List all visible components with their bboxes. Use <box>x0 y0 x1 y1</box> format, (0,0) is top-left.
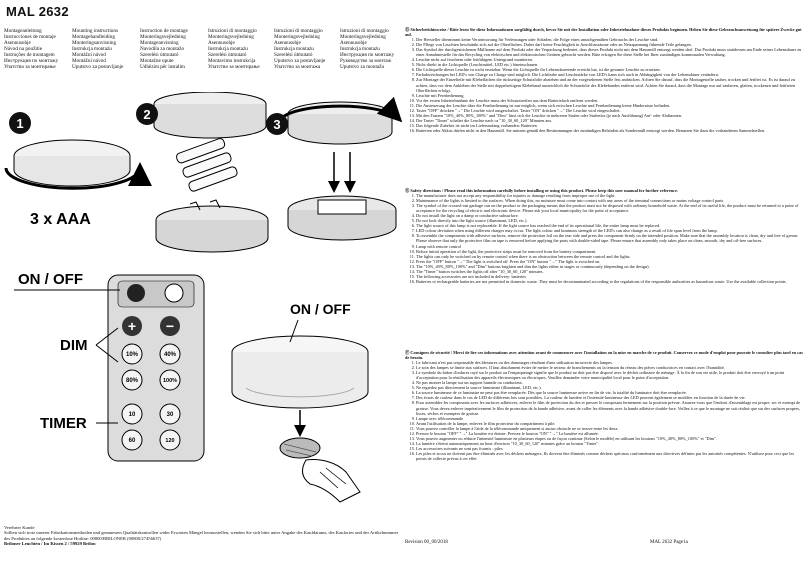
plus-label: + <box>127 318 137 334</box>
list-item: 15. The following accessories are not included in delivery: batteries <box>416 274 805 279</box>
list-item: 10. Avant l'utilisation de la lampe, enlevez le film protecteur du compartiment à pile. <box>416 421 805 426</box>
list-item: 9. Leuchte mit Fernbedienung <box>416 93 805 98</box>
language-label: Mounting instructions <box>72 28 118 34</box>
list-item: 10. Before initial operation of the light, the protective strips must be removed from the battery compartment. <box>416 249 805 254</box>
footer-hotline: Sollten sich trotz unserer Fabrikationsmethoden und genauesten Qualitätskontrollen wider Erwarten Mängel herausstellen, wenden Sie sich bitte unter Angabe des Kaufdatums, des Kaufortes und der Artikelnummer des Produktes an folgende kostenlose Hotline: 00800/BRILONER (00800/27456637) <box>4 530 399 541</box>
list-item: 13. The "10%_40%_80%_100%" and "Dim" buttons brighten and dim the lights either in stages or continuously (depending on the design). <box>416 264 805 269</box>
language-column <box>4 28 58 70</box>
list-item: 12. Taster "OFF" drücken "→" Die Leuchte wird ausgeschaltet. Taster "ON" drücken "→" Die Leuchte wird eingeschaltet. <box>416 108 805 113</box>
list-item: 5. Do not look directly into the light source (illuminant, LED, etc.). <box>416 218 805 223</box>
list-item: 14. The "Timer" button switches the lights off after "10_30_60_120" minutes. <box>416 269 805 274</box>
step3-number: 3 <box>273 117 281 132</box>
en-list <box>405 193 805 284</box>
language-label: Udhëzim për instalim <box>140 64 185 70</box>
language-label: Instrukcja montażu <box>274 46 314 52</box>
language-label: Instruções de montagem <box>4 52 55 58</box>
list-item: 8. Zur Montage der Einzelteile mit Klebeflächen die rückseitige Schutzfolie abziehen und an der vorgesehenen Stelle fest andrücken. Achten Sie darauf, dass die Montagestelle sauber, trocken und fettfrei ist. Es ist darauf zu achten, dass vor dem Ankleben der Stelle mit doppelseitigem Klebeband ausreichlich die Schutzfolie des Klebebandes entfernt wird. Achten Sie darauf, dass die Montage nur auf sauberen, glatten, trockenen und fettfreien Oberflächen erfolgt. <box>416 77 805 92</box>
list-item: 11. The lights can only be switched on by remote control when there is no obstruction between the remote control and the lights. <box>416 254 805 259</box>
list-item: 4. Do not install the light on a damp or conductive subsurface. <box>416 213 805 218</box>
language-label: Упатство за монтажа <box>274 64 321 70</box>
timer-30-label: 30 <box>166 412 174 418</box>
fr-flag-icon: Ⓕ <box>405 350 411 355</box>
english-section <box>405 188 805 284</box>
product-title: MAL 2632 <box>6 4 69 19</box>
list-item: 4. Ne pas monter la lampe sur un support humide ou conducteur. <box>416 380 805 385</box>
list-item: 12. Press the "OFF" button "→" The light is switched off. Press the "ON" button "→" The light is switched on. <box>416 259 805 264</box>
assembly-illustration <box>0 92 403 522</box>
list-item: 3. Das Symbol der durchgestrichenen Mülltonne auf dem Produkt oder der Verpackung bedeutet, dass dieses Produkt nicht mit dem Hausmüll entsorgt werden darf. Das Produkt muss stattdessen am Ende seiner Lebensdauer zu einer Annahmestelle für das Recycling von elektrischen und elektronischen Geräten gebracht werden. Bitte erfragen Sie diese Stelle bei Ihrer zuständigen kommunalen Verwaltung. <box>416 47 805 57</box>
fr-list <box>405 360 805 461</box>
list-item: 15. Les accessoires suivants ne sont pas fournis : piles <box>416 446 805 451</box>
step1-marker <box>9 112 31 134</box>
battery-count-label: 3 x AAA <box>30 211 91 228</box>
remote-off-button[interactable] <box>165 284 183 302</box>
list-item: 15. Das folgende Zubehör ist nicht im Lieferumfang vorhanden: Batterien <box>416 123 805 128</box>
language-label: Montážní návod <box>72 58 106 64</box>
remote-control <box>108 275 204 461</box>
step2-marker <box>136 103 158 125</box>
list-item: 2. Maintenance of the lights is limited to the surfaces. When doing this, no moisture must come into contact with any areas of the terminal connections or mains voltage control parts. <box>416 198 805 203</box>
language-label: Asennusohje <box>340 40 367 46</box>
language-label: Szerelési útmutató <box>208 52 247 58</box>
step3-lamp <box>280 102 398 240</box>
language-label: Instrukcja montażu <box>340 46 380 52</box>
language-column <box>208 28 260 70</box>
de-flag-icon: Ⓓ <box>405 27 411 32</box>
language-label: Montageanvisning <box>140 40 179 46</box>
list-item: 16. Les piles et accus ne doivent pas être éliminés avec les déchets ménagers. Ils doivent être éliminés comme déchets spéciaux conformément aux directives définies par les autorités compétentes. N'utilisez pour ceci que les points de collecte prévus à cet effet. <box>416 451 805 461</box>
dim-label: DIM <box>60 337 88 354</box>
language-label: Montavimo instrukcija <box>208 58 256 64</box>
revision-label: Revision 00_00/2018 <box>405 540 448 545</box>
list-item: 1. The manufacturer does not accept any responsibility for injuries or damage resulting from improper use of the light. <box>416 193 805 198</box>
language-column <box>140 28 188 70</box>
list-item: 11. Die Ansteuerung der Leuchte über die Fernbedienung ist nur möglich, wenn sich zwischen Leuchte und Fernbedienung keine Hindernisse befinden. <box>416 103 805 108</box>
language-column <box>274 28 325 70</box>
language-label: Monteringsvejledning <box>140 34 186 40</box>
list-item: 13. Mit den Tastern "10%_40%_80%_100%" und "Dim" lässt sich die Leuchte in mehreren Stufen oder Stufenlos (je nach Ausführung) Auf- oder Abdimmen. <box>416 113 805 118</box>
language-label: Szerelési útmutató <box>140 52 179 58</box>
footer-address: Briloner Leuchten / Im Kissen 2 / 59929 Brilon <box>4 540 96 546</box>
timer-60-label: 60 <box>128 438 136 444</box>
hand-icon <box>303 460 360 503</box>
language-label: Montagehandleiding <box>72 34 115 40</box>
dim-10-label: 10% <box>125 352 139 358</box>
footer-greeting: Verehrter Kunde <box>4 525 35 530</box>
list-item: 6. La source lumineuse de ce luminaire ne peut pas être remplacée. Dès que la source lumineuse arrive en fin de vie, la totalité du luminaire doit être remplacée. <box>416 390 805 395</box>
language-label: Asennusohje <box>274 40 301 46</box>
remote-on-button[interactable] <box>127 284 145 302</box>
list-item: 11. Vous pouvez contrôler la lampe à l'aide de la télécommande uniquement si aucun obstacle ne se trouve entre les deux. <box>416 426 805 431</box>
remote-on-off-label: ON / OFF <box>18 271 83 288</box>
language-label: Instrukcja montażu <box>208 46 248 52</box>
list-item: 13. Vous pouvez augmenter ou réduire l'intensité lumineuse en plusieurs étapes ou de façon continue (Selon le modèle) en utilisant les boutons "10%_40%_80%_100%" et "Dim". <box>416 436 805 441</box>
list-item: 8. To assemble the components with adhesive surfaces, remove the protection foil on the rear side and press the component firmly on the intended position. Make sure that the assembly location is clean, dry and free of grease. Please observe that only the protective film on tape is removed before applying the parts with double-sided tape. Please ensure that assembly only takes place on clean, smooth, dry and oil-free surfaces. <box>416 233 805 243</box>
language-label: Monteringsvejledning <box>208 34 254 40</box>
list-item: 2. Die Pflege von Leuchten beschränkt sich auf die Oberflächen. Dabei darf keine Feuchtigkeit in Anschlussräume oder an Netzspannung führende Teile gelangen. <box>416 42 805 47</box>
list-item: 14. Der Taster "Timer" schaltet die Leuchte nach ca "10_30_60_120" Minuten aus. <box>416 118 805 123</box>
list-item: 2. Le soin des lampes se limite aux surfaces. Il faut absolument éviter de mettre le secteur de branchements ou la tension du réseau des pièces conductrices en contact avec l'humidité. <box>416 365 805 370</box>
gb-flag-icon: Ⓖ <box>405 188 411 193</box>
language-label: Istruzioni di montaggio <box>274 28 323 34</box>
list-item: 7. Des écarts de couleur dans le cas de LED de différents lots sont possibles. La couleur de lumière et l'intensité lumineuse des LED peuvent également se modifier en fonction de la durée de vie. <box>416 395 805 400</box>
list-item: 16. Batterien oder Akkus dürfen nicht in den Hausmüll. Sie müssen gemäß den Bestimmungen der zuständigen Behörden als Sondermüll entsorgt werden. Benutzen Sie dazu die vorhandenen Sammelstellen. <box>416 128 805 133</box>
list-item: 5. Ne regardez pas directement la source lumineuse (illuminant, LED, etc.). <box>416 385 805 390</box>
language-label: Szerelési útmutató <box>274 52 313 58</box>
language-label: Uputstvo za postavljanje <box>72 64 124 70</box>
language-column <box>340 28 394 70</box>
list-item: 3. Le symbole du bidon d'ordures rayé sur le produit ou l'empaquetage signifie que le produit ne doit pas être disposé avec le déchet ordinaire de ménage. À la fin de son vie utile, le produit doit être renvoyé à un point d'acceptation pour la réutilisation des appareils électroniques ou électriques. Veuillez demander votre municipalité local pour le point d'acceptation. <box>416 370 805 380</box>
french-section <box>405 350 805 461</box>
step3-marker <box>266 113 288 135</box>
list-item: 5. Nicht direkt in die Lichtquelle (Leuchtmittel, LED etc.) hineinschauen. <box>416 62 805 67</box>
language-label: Asennusohje <box>4 40 31 46</box>
timer-label: TIMER <box>40 415 87 432</box>
language-label: Instrucciones de montaje <box>4 34 56 40</box>
language-label: Monteringsanvisning <box>72 40 117 46</box>
language-label: Istruzioni di montaggio <box>208 28 257 34</box>
step2-lamp <box>154 92 268 252</box>
list-item: 3. The symbol of the crossed-out garbage can on the product or the packaging means that the product must not be disposed with ordinary household waste. At the end of its useful life, the product must be returned to a point of acceptance for the recycling of electric and electronic device. Please ask your local municipality for the point of acceptance. <box>416 203 805 213</box>
language-label: Asennusohje <box>208 40 235 46</box>
language-label: Uputstvo za montažu <box>340 64 385 70</box>
list-item: 8. Pour assembler les composants avec les surfaces adhésives, enlever le film de protection du dos et presser le composant fermement sur la position prévue. Assurez-vous que l'endroit d'assemblage est propre, sec et exempt de graisse. Vous devez enlever impérativement le film de protection de la bande adhésive, avant de coller les éléments avec la bande adhésive double-face. Veillez à ce que le montage ne soit réalisé que sur des surfaces propres, lisses, sèches et exemptes de graisse. <box>416 400 805 415</box>
en-header: Safety directions / Please read this information carefully before installing or using this product. Please keep this user manual for further reference. <box>410 188 678 193</box>
page-label: MAL 2632 Page1a <box>650 540 688 545</box>
list-item: 1. Der Hersteller übernimmt keine Verantwortung für Verletzungen oder Schäden, die Folge eines unsachgemäßen Gebrauchs der Leuchte sind. <box>416 37 805 42</box>
list-item: 9. Lampe avec télécommande <box>416 416 805 421</box>
de-list <box>405 37 805 133</box>
language-label: Istruzioni di montaggio <box>340 28 389 34</box>
list-item: 7. Farbabweichungen bei LED's von Charge zu Charge sind möglich. Die Lichtfarbe und Leuchtstärke von LED's kann sich auch in Abhängigkeit von der Lebensdauer verändern. <box>416 72 805 77</box>
language-label: Montažne upute <box>140 58 174 64</box>
adhesive-pad <box>280 438 320 458</box>
language-label: Руководство за монтаж <box>340 58 392 64</box>
dim-40-label: 40% <box>163 352 177 358</box>
list-item: 7. LED colour deviation when using different charges may occur. The light colour and luminous strength of the LED's can also change as a result of life span level from the lamp. <box>416 228 805 233</box>
fr-header: Consignes de sécurité / Merci de lire ces informations avec attention avant de commencer avec l'installation ou la mise en marche de ce produit. Conservez ce mode d'emploi pour pouvoir le consulter plus tard en cas de besoin. <box>405 350 803 361</box>
language-label: Инструкция по монтажу <box>4 58 59 64</box>
list-item: 1. Le fabricant n'est pas responsable des blessures ou des dommages résultant d'une utilisation incorrecte des lampes. <box>416 360 805 365</box>
dim-100-label: 100% <box>162 378 178 384</box>
list-item: 10. Vor der ersten Inbetriebnahme der Leuchte muss der Schutzstreifen aus dem Batteriefach entfernt werden. <box>416 98 805 103</box>
language-label: Упатство за монтирање <box>4 64 56 70</box>
step1-number: 1 <box>16 116 24 131</box>
list-item: 9. Lamp with remote control <box>416 244 805 249</box>
battery-icon <box>175 137 238 210</box>
list-item: 6. Die Lichtquelle dieser Leuchte ist nicht ersetzbar. Wenn die Lichtquelle ihr Lebensdauerende erreicht hat, ist die gesamte Leuchte zu ersetzen. <box>416 67 805 72</box>
language-label: Monteringsvejledning <box>274 34 320 40</box>
lamp-on-off-label: ON / OFF <box>290 301 351 317</box>
left-panel <box>0 0 403 561</box>
de-header: Sicherheitshinweise / Bitte lesen Sie diese Informationen sorgfältig durch, bevor Sie mit der Installation oder Inbetriebnahme dieses Produkts beginnen. Heben Sie diese Gebrauchsanweisung für spätere Zwecke gut auf. <box>405 27 802 38</box>
language-list <box>4 28 402 90</box>
timer-120-label: 120 <box>165 438 175 444</box>
language-label: Montageanleitung <box>4 28 42 34</box>
step2-number: 2 <box>143 107 151 122</box>
step1-lamp <box>6 140 140 188</box>
german-section <box>405 27 805 133</box>
list-item: 12. Pressez le bouton "OFF" "→" La lumière est éteinte. Pressez le bouton "ON" "→" La lumière est allumée. <box>416 431 805 436</box>
timer-10-label: 10 <box>128 412 136 418</box>
language-column <box>72 28 123 70</box>
language-label: Instrukcja montażu <box>72 46 112 52</box>
language-label: Instruction de montage <box>140 28 188 34</box>
list-item: 4. Leuchte nicht auf feuchtem oder leitfähigem Untergrund montieren. <box>416 57 805 62</box>
language-label: Инструкция по монтажу <box>340 52 395 58</box>
language-label: Montážní návod <box>72 52 106 58</box>
mounted-lamp <box>232 336 368 408</box>
right-panel <box>405 0 805 561</box>
language-label: Monteringsvejledning <box>340 34 386 40</box>
left-footer <box>4 525 402 546</box>
minus-label: − <box>165 318 175 334</box>
list-item: 14. La lumière s'éteint automatiquement au bout d'environ "10_30_60_120" minutes grâce au bouton "Timer". <box>416 441 805 446</box>
list-item: 16. Batteries or rechargeable batteries are not permitted in domestic waste. They must be decontaminated according to the regulations of the responsible authorities as hazardous waste. Use the available collection points. <box>416 279 805 284</box>
language-label: Упатство за монтирање <box>208 64 260 70</box>
dim-80-label: 80% <box>125 378 139 384</box>
language-label: Uputstvo za postavljanje <box>274 58 326 64</box>
language-label: Navodila za montažo <box>140 46 185 52</box>
language-label: Návod na použitie <box>4 46 43 52</box>
list-item: 6. The light source of this lamp is not replaceable. If the light source has reached the end of its operational life, the entire lamp must be replaced. <box>416 223 805 228</box>
